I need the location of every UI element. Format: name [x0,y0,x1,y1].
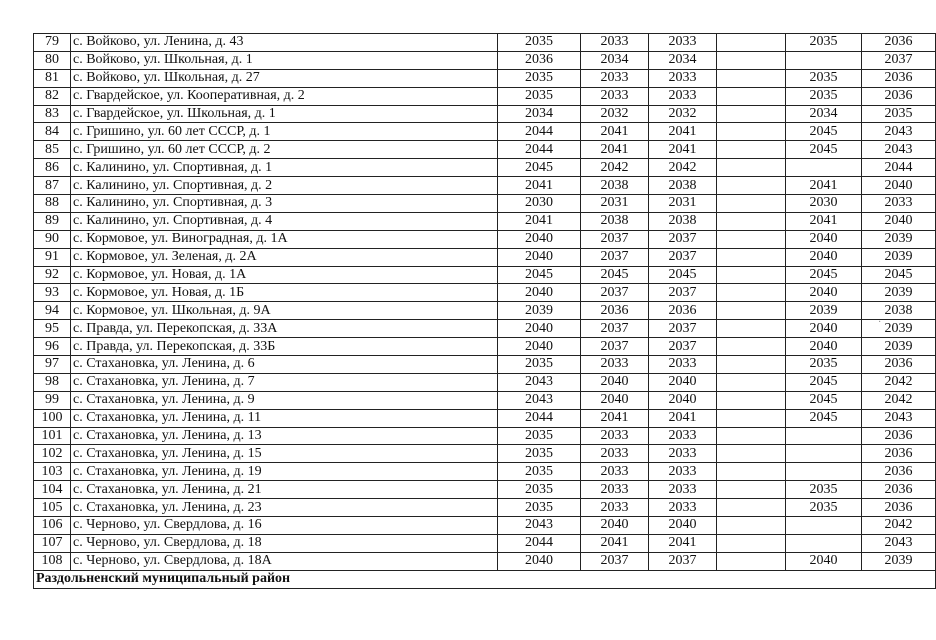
year-cell [717,212,786,230]
year-cell: 2033 [649,481,717,499]
row-number: 87 [34,177,71,195]
address-cell: с. Войково, ул. Школьная, д. 27 [71,69,498,87]
year-cell: 2039 [498,302,581,320]
table-row [34,266,936,284]
table-row [34,212,936,230]
year-cell: 2035 [786,481,862,499]
table-row [34,284,936,302]
year-cell: 2041 [649,123,717,141]
table-row [34,248,936,266]
year-cell: 2041 [581,123,649,141]
year-cell: 2045 [786,391,862,409]
address-cell: с. Стахановка, ул. Ленина, д. 13 [71,427,498,445]
year-cell: 2031 [581,195,649,213]
address-cell: с. Стахановка, ул. Ленина, д. 15 [71,445,498,463]
row-number: 81 [34,69,71,87]
address-cell: с. Стахановка, ул. Ленина, д. 23 [71,499,498,517]
year-cell [717,391,786,409]
table-row [34,123,936,141]
year-cell: 2033 [649,427,717,445]
year-cell [786,534,862,552]
address-cell: с. Гришино, ул. 60 лет СССР, д. 2 [71,141,498,159]
address-cell: с. Кормовое, ул. Виноградная, д. 1А [71,230,498,248]
year-cell: 2042 [862,517,936,535]
year-cell: 2037 [581,320,649,338]
year-cell: 2035 [786,499,862,517]
year-cell: 2035 [498,87,581,105]
row-number: 79 [34,34,71,52]
year-cell: 2043 [862,409,936,427]
year-cell: 2043 [498,373,581,391]
address-cell: с. Стахановка, ул. Ленина, д. 7 [71,373,498,391]
year-cell: 2043 [862,123,936,141]
row-number: 97 [34,356,71,374]
section-footer-row [34,570,936,588]
year-cell: 2037 [862,51,936,69]
year-cell: 2044 [498,534,581,552]
year-cell: 2035 [498,427,581,445]
year-cell [786,463,862,481]
year-cell: 2040 [649,373,717,391]
address-cell: с. Войково, ул. Школьная, д. 1 [71,51,498,69]
year-cell: 2034 [498,105,581,123]
address-cell: с. Правда, ул. Перекопская, д. 33Б [71,338,498,356]
year-cell: 2033 [581,427,649,445]
row-number: 82 [34,87,71,105]
year-cell [717,302,786,320]
address-cell: с. Стахановка, ул. Ленина, д. 9 [71,391,498,409]
address-cell: с. Кормовое, ул. Новая, д. 1Б [71,284,498,302]
table-row [34,481,936,499]
year-cell: 2031 [649,195,717,213]
address-cell: с. Гвардейское, ул. Школьная, д. 1 [71,105,498,123]
year-cell [717,51,786,69]
address-cell: с. Черново, ул. Свердлова, д. 16 [71,517,498,535]
year-cell: 2036 [581,302,649,320]
table-row [34,87,936,105]
address-cell: с. Кормовое, ул. Школьная, д. 9А [71,302,498,320]
address-cell: с. Калинино, ул. Спортивная, д. 1 [71,159,498,177]
year-cell: 2034 [581,51,649,69]
year-cell: 2041 [649,141,717,159]
year-cell: 2035 [786,356,862,374]
year-cell: 2041 [581,141,649,159]
row-number: 85 [34,141,71,159]
year-cell: 2033 [581,499,649,517]
year-cell: 2033 [581,356,649,374]
year-cell: 2039 [786,302,862,320]
address-cell: с. Гришино, ул. 60 лет СССР, д. 1 [71,123,498,141]
row-number: 96 [34,338,71,356]
year-cell: 2033 [862,195,936,213]
year-cell: 2041 [498,177,581,195]
year-cell [717,87,786,105]
row-number: 84 [34,123,71,141]
year-cell: 2036 [862,34,936,52]
row-number: 108 [34,552,71,570]
year-cell: 2040 [862,212,936,230]
year-cell [717,463,786,481]
year-cell: 2040 [498,284,581,302]
year-cell: 2040 [786,552,862,570]
year-cell [717,427,786,445]
year-cell: 2041 [498,212,581,230]
year-cell: 2045 [786,266,862,284]
year-cell: 2044 [498,141,581,159]
year-cell: 2033 [649,445,717,463]
address-cell: с. Стахановка, ул. Ленина, д. 6 [71,356,498,374]
row-number: 83 [34,105,71,123]
year-cell: 2043 [498,391,581,409]
year-cell: 2040 [786,248,862,266]
table-row [34,552,936,570]
year-cell [786,159,862,177]
year-cell: 2033 [649,87,717,105]
year-cell: 2038 [649,212,717,230]
year-cell: 2032 [581,105,649,123]
year-cell: 2036 [862,445,936,463]
year-cell [717,177,786,195]
year-cell: 2041 [581,409,649,427]
table-row [34,409,936,427]
row-number: 98 [34,373,71,391]
year-cell: 2045 [649,266,717,284]
document-page [33,33,913,589]
year-cell: 2033 [581,445,649,463]
year-cell: 2043 [862,141,936,159]
year-cell: 2039 [862,248,936,266]
row-number: 94 [34,302,71,320]
year-cell: 2042 [862,373,936,391]
year-cell: 2037 [581,338,649,356]
table-row [34,69,936,87]
year-cell: 2033 [581,69,649,87]
row-number: 103 [34,463,71,481]
year-cell: 2045 [786,409,862,427]
year-cell: 2035 [498,463,581,481]
year-cell: 2043 [862,534,936,552]
scan-speck: · [878,317,882,328]
year-cell [786,445,862,463]
year-cell: 2037 [581,230,649,248]
year-cell: 2042 [649,159,717,177]
year-cell: 2042 [862,391,936,409]
table-row [34,373,936,391]
year-cell: 2035 [786,34,862,52]
row-number: 106 [34,517,71,535]
year-cell: 2035 [498,34,581,52]
table-row [34,230,936,248]
year-cell: 2045 [498,266,581,284]
year-cell: 2040 [581,517,649,535]
row-number: 90 [34,230,71,248]
year-cell [717,481,786,499]
year-cell [717,552,786,570]
year-cell [717,195,786,213]
address-cell: с. Черново, ул. Свердлова, д. 18А [71,552,498,570]
table-row [34,463,936,481]
table-row [34,159,936,177]
year-cell [717,517,786,535]
address-cell: с. Кормовое, ул. Зеленая, д. 2А [71,248,498,266]
year-cell [717,69,786,87]
year-cell [717,34,786,52]
table-row [34,195,936,213]
year-cell: 2035 [498,356,581,374]
year-cell: 2036 [862,87,936,105]
year-cell: 2038 [862,302,936,320]
year-cell: 2039 [862,552,936,570]
year-cell [717,284,786,302]
year-cell: 2040 [649,517,717,535]
year-cell: 2036 [862,499,936,517]
table-row [34,391,936,409]
year-cell: 2040 [786,230,862,248]
year-cell [717,266,786,284]
year-cell: 2041 [581,534,649,552]
table-row [34,356,936,374]
year-cell: 2042 [581,159,649,177]
table-body [34,34,936,571]
year-cell [717,230,786,248]
year-cell: 2037 [649,248,717,266]
row-number: 95 [34,320,71,338]
year-cell: 2038 [649,177,717,195]
year-cell: 2040 [498,552,581,570]
year-cell: 2030 [498,195,581,213]
year-cell: 2033 [649,499,717,517]
year-cell: 2044 [498,409,581,427]
year-cell: 2037 [581,552,649,570]
year-cell: 2037 [581,248,649,266]
year-cell: 2035 [498,69,581,87]
year-cell [786,517,862,535]
table-row [34,517,936,535]
year-cell: 2041 [786,212,862,230]
table-row [34,499,936,517]
year-cell: 2040 [498,338,581,356]
year-cell: 2035 [498,445,581,463]
year-cell [717,338,786,356]
year-cell: 2045 [498,159,581,177]
year-cell: 2040 [786,338,862,356]
year-cell [717,356,786,374]
year-cell: 2044 [498,123,581,141]
year-cell: 2033 [581,481,649,499]
year-cell: 2039 [862,230,936,248]
table-row [34,320,936,338]
table-row [34,302,936,320]
table-row [34,141,936,159]
year-cell: 2044 [862,159,936,177]
year-cell: 2045 [786,123,862,141]
address-cell: с. Правда, ул. Перекопская, д. 33А [71,320,498,338]
address-cell: с. Черново, ул. Свердлова, д. 18 [71,534,498,552]
address-cell: с. Гвардейское, ул. Кооперативная, д. 2 [71,87,498,105]
year-cell: 2032 [649,105,717,123]
address-cell: с. Стахановка, ул. Ленина, д. 21 [71,481,498,499]
table-row [34,338,936,356]
year-cell [717,499,786,517]
year-cell: 2033 [649,356,717,374]
row-number: 107 [34,534,71,552]
address-cell: с. Войково, ул. Ленина, д. 43 [71,34,498,52]
year-cell: 2035 [862,105,936,123]
year-cell: 2040 [581,391,649,409]
year-cell: 2040 [786,284,862,302]
year-cell: 2037 [649,320,717,338]
table-row [34,51,936,69]
year-cell [717,373,786,391]
year-cell: 2040 [498,320,581,338]
address-cell: с. Калинино, ул. Спортивная, д. 2 [71,177,498,195]
year-cell: 2043 [498,517,581,535]
year-cell: 2037 [649,552,717,570]
year-cell: 2045 [786,141,862,159]
year-cell: 2035 [498,481,581,499]
year-cell: 2030 [786,195,862,213]
address-cell: с. Стахановка, ул. Ленина, д. 11 [71,409,498,427]
year-cell [717,320,786,338]
table-row [34,445,936,463]
year-cell: 2041 [649,534,717,552]
year-cell: 2040 [862,177,936,195]
year-cell: 2040 [498,230,581,248]
year-cell: 2033 [649,69,717,87]
region-title: Раздольненский муниципальный район [34,570,936,588]
year-cell: 2039 [862,320,936,338]
year-cell [786,51,862,69]
year-cell [786,427,862,445]
year-cell: 2033 [581,87,649,105]
year-cell: 2033 [649,34,717,52]
year-cell: 2040 [498,248,581,266]
year-cell: 2033 [581,463,649,481]
year-cell: 2036 [498,51,581,69]
address-cell: с. Калинино, ул. Спортивная, д. 4 [71,212,498,230]
year-cell: 2045 [862,266,936,284]
schedule-table [33,33,936,589]
year-cell: 2037 [581,284,649,302]
year-cell: 2035 [786,69,862,87]
table-row [34,34,936,52]
year-cell: 2036 [649,302,717,320]
year-cell: 2040 [786,320,862,338]
year-cell: 2036 [862,463,936,481]
address-cell: с. Кормовое, ул. Новая, д. 1А [71,266,498,284]
row-number: 91 [34,248,71,266]
year-cell: 2040 [649,391,717,409]
year-cell [717,445,786,463]
year-cell: 2037 [649,230,717,248]
row-number: 88 [34,195,71,213]
address-cell: с. Калинино, ул. Спортивная, д. 3 [71,195,498,213]
year-cell: 2040 [581,373,649,391]
year-cell: 2034 [649,51,717,69]
year-cell: 2038 [581,177,649,195]
year-cell: 2035 [498,499,581,517]
row-number: 104 [34,481,71,499]
row-number: 80 [34,51,71,69]
table-row [34,534,936,552]
row-number: 100 [34,409,71,427]
year-cell: 2038 [581,212,649,230]
row-number: 102 [34,445,71,463]
year-cell [717,105,786,123]
table-row [34,105,936,123]
year-cell: 2036 [862,69,936,87]
row-number: 93 [34,284,71,302]
table-row [34,177,936,195]
year-cell: 2037 [649,284,717,302]
row-number: 86 [34,159,71,177]
row-number: 89 [34,212,71,230]
year-cell: 2035 [786,87,862,105]
address-cell: с. Стахановка, ул. Ленина, д. 19 [71,463,498,481]
year-cell: 2041 [649,409,717,427]
year-cell [717,159,786,177]
year-cell: 2036 [862,481,936,499]
year-cell: 2036 [862,427,936,445]
year-cell: 2039 [862,338,936,356]
row-number: 92 [34,266,71,284]
year-cell [717,123,786,141]
year-cell: 2033 [649,463,717,481]
year-cell: 2037 [649,338,717,356]
row-number: 101 [34,427,71,445]
year-cell [717,409,786,427]
year-cell: 2034 [786,105,862,123]
table-row [34,427,936,445]
row-number: 99 [34,391,71,409]
year-cell [717,141,786,159]
year-cell: 2033 [581,34,649,52]
year-cell: 2045 [786,373,862,391]
year-cell: 2045 [581,266,649,284]
year-cell: 2039 [862,284,936,302]
year-cell [717,248,786,266]
year-cell: 2036 [862,356,936,374]
row-number: 105 [34,499,71,517]
year-cell: 2041 [786,177,862,195]
year-cell [717,534,786,552]
